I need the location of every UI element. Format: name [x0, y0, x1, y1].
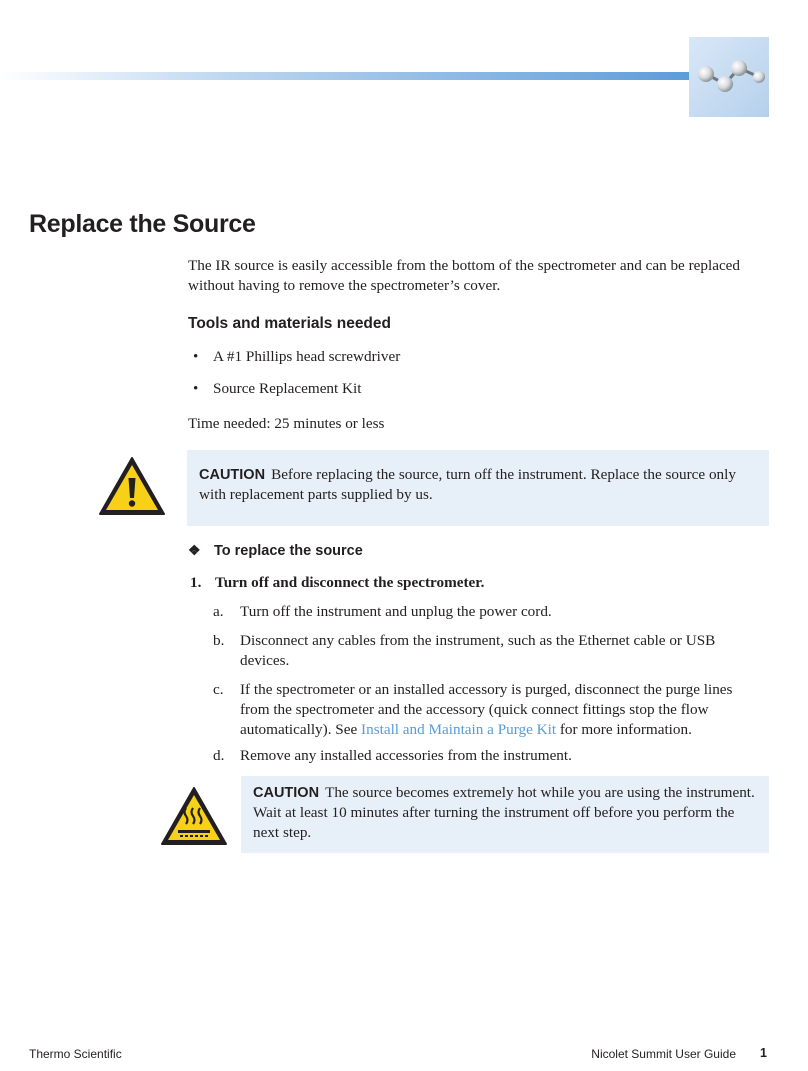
- page-number: 1: [760, 1046, 767, 1060]
- caution-text: The source becomes extremely hot while you are using the instrument. Wait at least 10 minutes after turning the instrument off before you perform the next step.: [253, 784, 755, 841]
- procedure-title-text: To replace the source: [214, 543, 363, 559]
- caution-text: Before replacing the source, turn off the instrument. Replace the source only with replacement parts supplied by us.: [199, 466, 736, 503]
- hot-surface-icon: [160, 786, 228, 851]
- substep-letter: b.: [213, 632, 225, 649]
- step-title-text: Turn off and disconnect the spectrometer.: [215, 574, 485, 591]
- tool-label: Source Replacement Kit: [213, 380, 362, 397]
- procedure-title: [188, 542, 363, 559]
- caution-box: [241, 776, 769, 853]
- step-number: 1.: [190, 574, 202, 591]
- substep-text: Remove any installed accessories from the instrument.: [240, 747, 572, 764]
- bullet-icon: •: [193, 348, 199, 365]
- substep-text-part: for more information.: [556, 721, 692, 738]
- caution-label: CAUTION: [199, 467, 266, 483]
- substep-text: Disconnect any cables from the instrument, such as the Ethernet cable or USB devices.: [240, 632, 716, 669]
- substep-letter: d.: [213, 747, 225, 764]
- page-title: Replace the Source: [29, 210, 256, 238]
- substep-text: Turn off the instrument and unplug the power cord.: [240, 603, 552, 620]
- substep-letter: a.: [213, 603, 224, 620]
- caution-box: [187, 450, 769, 526]
- warning-icon: [98, 456, 166, 521]
- list-item: [213, 746, 763, 770]
- tool-label: A #1 Phillips head screwdriver: [213, 348, 401, 365]
- list-item: [213, 680, 763, 746]
- bullet-icon: •: [193, 380, 199, 397]
- substep-text: [240, 681, 732, 738]
- list-item: [213, 631, 763, 680]
- tools-list: [188, 347, 400, 411]
- substep-text-part: If the spectrometer or an installed accessory is purged, disconnect the purge lines from the spectrometer and the accessory (quick connect fittings stop the flow automatically). See: [240, 681, 733, 738]
- molecule-icon: [689, 37, 769, 117]
- footer-company: Thermo Scientific: [29, 1047, 122, 1061]
- caution-label: CAUTION: [253, 785, 320, 801]
- footer-guide-title: Nicolet Summit User Guide: [591, 1047, 736, 1061]
- substep-letter: c.: [213, 681, 224, 698]
- step-title: [190, 573, 484, 593]
- list-item: [188, 347, 400, 379]
- list-item: [213, 602, 763, 631]
- tools-heading: Tools and materials needed: [188, 315, 391, 332]
- diamond-icon: ❖: [188, 542, 201, 558]
- purge-kit-link[interactable]: Install and Maintain a Purge Kit: [361, 721, 557, 738]
- intro-paragraph: The IR source is easily accessible from the bottom of the spectrometer and can be replaced without having to remove the spectrometer’s cover.: [188, 257, 741, 294]
- substep-list: [213, 602, 763, 770]
- list-item: [188, 379, 400, 411]
- time-needed: Time needed: 25 minutes or less: [188, 415, 385, 432]
- header-rule: [0, 72, 700, 80]
